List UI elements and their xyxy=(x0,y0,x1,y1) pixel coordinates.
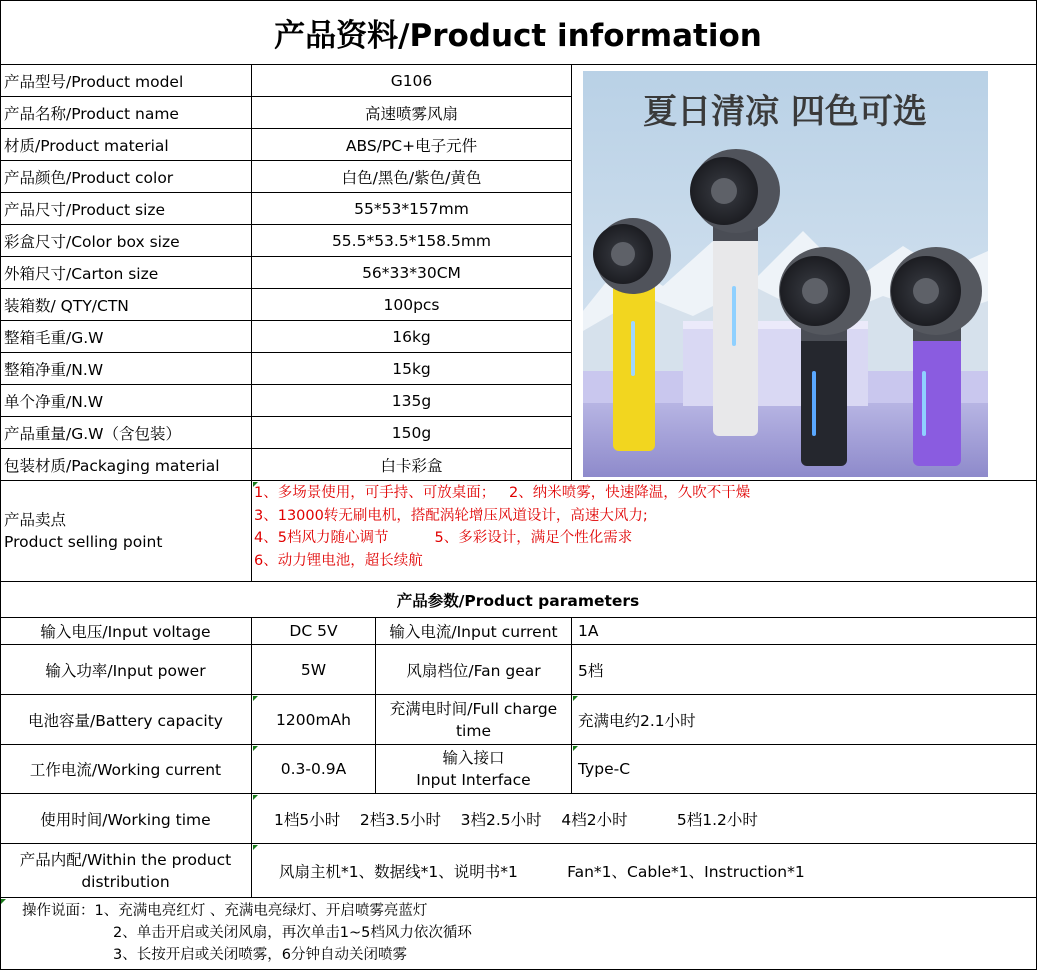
info-value: 15kg xyxy=(252,353,572,385)
operation-notes xyxy=(22,900,1022,968)
selling-point-line-3: 4、5档风力随心调节 5、多彩设计，满足个性化需求 xyxy=(254,530,633,546)
param-value: 1200mAh xyxy=(252,695,376,745)
selling-point-label xyxy=(0,481,252,582)
operation-line-1: 操作说面：1、充满电亮红灯 、充满电亮绿灯、开启喷雾亮蓝灯 xyxy=(22,903,428,919)
info-value: 白色/黑色/紫色/黄色 xyxy=(252,161,572,193)
selling-point-line-4: 6、动力锂电池，超长续航 xyxy=(254,552,423,569)
cell-marker xyxy=(253,696,258,701)
info-label: 装箱数/ QTY/CTN xyxy=(0,289,252,321)
param-value: Type-C xyxy=(572,745,1037,794)
selling-point-label-en: Product selling point xyxy=(4,533,163,551)
info-value: 高速喷雾风扇 xyxy=(252,97,572,129)
info-value: 白卡彩盒 xyxy=(252,449,572,481)
info-label: 外箱尺寸/Carton size xyxy=(0,257,252,289)
info-value: 150g xyxy=(252,417,572,449)
working-time-label: 使用时间/Working time xyxy=(0,794,252,844)
distribution-label-b: distribution xyxy=(81,872,170,891)
distribution-label-a: 产品内配/Within the product xyxy=(19,850,232,869)
info-value: 16kg xyxy=(252,321,572,353)
info-value: 55.5*53.5*158.5mm xyxy=(252,225,572,257)
cell-marker xyxy=(573,696,578,701)
info-label: 包装材质/Packaging material xyxy=(0,449,252,481)
info-value: 100pcs xyxy=(252,289,572,321)
info-value: G106 xyxy=(252,65,572,97)
param-label xyxy=(376,745,572,794)
param-label-line: time xyxy=(455,721,492,740)
info-value: 55*53*157mm xyxy=(252,193,572,225)
param-label: 输入电压/Input voltage xyxy=(0,618,252,645)
distribution-value: 风扇主机*1、数据线*1、说明书*1 Fan*1、Cable*1、Instruction*1 xyxy=(252,844,1037,898)
param-label xyxy=(376,695,572,745)
cell-marker xyxy=(253,795,258,800)
cell-marker xyxy=(253,845,258,850)
param-label: 工作电流/Working current xyxy=(0,745,252,794)
param-label: 电池容量/Battery capacity xyxy=(0,695,252,745)
info-label: 产品尺寸/Product size xyxy=(0,193,252,225)
info-label: 材质/Product material xyxy=(0,129,252,161)
selling-point-line-2: 3、13000转无刷电机，搭配涡轮增压风道设计，高速大风力; xyxy=(254,507,648,524)
selling-point-label-cn: 产品卖点 xyxy=(4,511,67,529)
param-label: 输入功率/Input power xyxy=(0,645,252,695)
param-label-line: 输入接口 xyxy=(442,749,505,767)
cell-marker xyxy=(573,746,578,751)
param-value: 5档 xyxy=(572,645,1037,695)
info-label: 产品型号/Product model xyxy=(0,65,252,97)
page-title: 产品资料/Product information xyxy=(0,0,1037,65)
operation-line-2: 2、单击开启或关闭风扇，再次单击1~5档风力依次循环 xyxy=(113,925,472,941)
info-value: 56*33*30CM xyxy=(252,257,572,289)
param-value: 0.3-0.9A xyxy=(252,745,376,794)
operation-line-3: 3、长按开启或关闭喷雾，6分钟自动关闭喷雾 xyxy=(113,947,407,963)
param-value: 充满电约2.1小时 xyxy=(572,695,1037,745)
info-value: ABS/PC+电子元件 xyxy=(252,129,572,161)
param-label-line: Input Interface xyxy=(416,771,531,789)
distribution-label xyxy=(0,844,252,898)
info-label: 产品名称/Product name xyxy=(0,97,252,129)
selling-point-value xyxy=(252,481,1037,582)
info-label: 彩盒尺寸/Color box size xyxy=(0,225,252,257)
param-label-line: 充满电时间/Full charge xyxy=(389,699,558,718)
cell-marker xyxy=(1,899,6,904)
info-label: 产品颜色/Product color xyxy=(0,161,252,193)
info-value: 135g xyxy=(252,385,572,417)
info-label: 产品重量/G.W（含包装） xyxy=(0,417,252,449)
info-label: 整箱净重/N.W xyxy=(0,353,252,385)
info-label: 整箱毛重/G.W xyxy=(0,321,252,353)
product-photo xyxy=(583,71,988,477)
cell-marker xyxy=(253,746,258,751)
params-header: 产品参数/Product parameters xyxy=(0,582,1037,618)
info-label: 单个净重/N.W xyxy=(0,385,252,417)
selling-point-line-1: 1、多场景使用，可手持、可放桌面； 2、纳米喷雾，快速降温，久吹不干燥 xyxy=(254,485,751,501)
param-value: DC 5V xyxy=(252,618,376,645)
param-label: 输入电流/Input current xyxy=(376,618,572,645)
param-value: 1A xyxy=(572,618,1037,645)
param-value: 5W xyxy=(252,645,376,695)
product-image xyxy=(583,71,988,477)
working-time-value: 1档5小时 2档3.5小时 3档2.5小时 4档2小时 5档1.2小时 xyxy=(252,794,1037,844)
image-headline: 夏日清凉 四色可选 xyxy=(643,92,927,132)
cell-marker xyxy=(253,482,258,487)
param-label: 风扇档位/Fan gear xyxy=(376,645,572,695)
